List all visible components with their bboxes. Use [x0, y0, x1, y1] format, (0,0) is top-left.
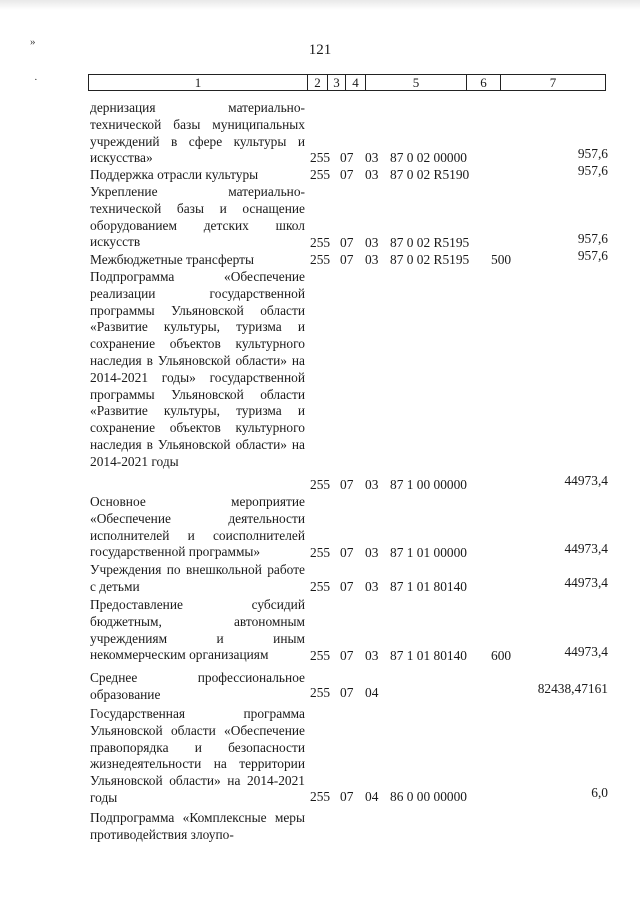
header-col-5: 5 [366, 75, 467, 90]
target-article-code: 87 0 02 R5190 [390, 167, 470, 182]
row-description: Среднее профессиональное образование [90, 670, 305, 702]
section-code: 07 [340, 235, 354, 250]
subsection-code: 04 [365, 685, 379, 700]
header-col-1: 1 [89, 75, 308, 90]
section-code: 07 [340, 685, 354, 700]
subsection-code: 03 [365, 477, 379, 492]
row-description: Основное мероприятие «Обеспечение деятельности исполнителей и соисполнителей государственной программы» [90, 494, 305, 560]
admin-code: 255 [310, 648, 331, 663]
page-number: 121 [308, 42, 332, 58]
target-article-code: 86 0 00 00000 [390, 789, 467, 804]
amount: 957,6 [577, 231, 608, 246]
expense-type-code: 600 [491, 648, 512, 663]
row-description: Предоставление субсидий бюджетным, автономным учреждениям и иным некоммерческим организациям [90, 597, 305, 663]
table-header [88, 74, 606, 91]
expense-type-code: 500 [491, 252, 512, 267]
row-description: Учреждения по внешкольной работе с детьми [90, 562, 305, 594]
row-description: Государственная программа Ульяновской области «Обеспечение правопорядка и безопасности жизнедеятельности на территории Ульяновской области» на 2014-2021 годы [90, 706, 305, 805]
section-code: 07 [340, 648, 354, 663]
section-code: 07 [340, 477, 354, 492]
target-article-code: 87 1 01 80140 [390, 579, 467, 594]
amount: 957,6 [577, 163, 608, 178]
subsection-code: 03 [365, 167, 379, 182]
row-description: Подпрограмма «Комплексные меры противодействия злоупо- [90, 810, 305, 842]
header-col-6: 6 [467, 75, 501, 90]
row-description: Поддержка отрасли культуры [90, 167, 259, 182]
admin-code: 255 [310, 167, 331, 182]
subsection-code: 03 [365, 545, 379, 560]
admin-code: 255 [310, 252, 331, 267]
section-code: 07 [340, 545, 354, 560]
row-description: Межбюджетные трансферты [90, 252, 254, 267]
subsection-code: 03 [365, 648, 379, 663]
target-article-code: 87 0 02 R5195 [390, 252, 470, 267]
header-col-7: 7 [549, 75, 557, 90]
subsection-code: 03 [365, 579, 379, 594]
target-article-code: 87 0 02 R5195 [390, 235, 470, 250]
section-code: 07 [340, 150, 354, 165]
subsection-code: 03 [365, 150, 379, 165]
admin-code: 255 [310, 685, 331, 700]
amount: 957,6 [577, 146, 608, 161]
admin-code: 255 [310, 545, 331, 560]
subsection-code: 04 [365, 789, 379, 804]
amount: 82438,47161 [537, 681, 608, 696]
row-description: Подпрограмма «Обеспечение реализации государственной программы Ульяновской области «Развитие культуры, туризма и сохранение объектов культурного наследия в Ульяновской области» на 2014-2021 годы» государственной программы Ульяновской области «Развитие культуры, туризма и сохранение объектов культурного наследия в Ульяновской области» на 2014-2021 годы [90, 269, 305, 469]
section-code: 07 [340, 789, 354, 804]
amount: 6,0 [591, 785, 608, 800]
amount: 44973,4 [564, 541, 608, 556]
admin-code: 255 [310, 579, 331, 594]
header-col-4: 4 [346, 75, 366, 90]
amount: 44973,4 [564, 644, 608, 659]
subsection-code: 03 [365, 252, 379, 267]
amount: 957,6 [577, 248, 608, 263]
row-description: дернизация материально-технической базы муниципальных учреждений в сфере культуры и искусства» [90, 100, 305, 166]
section-code: 07 [340, 252, 354, 267]
target-article-code: 87 1 01 00000 [390, 545, 467, 560]
margin-mark: · [34, 74, 38, 86]
section-code: 07 [340, 167, 354, 182]
admin-code: 255 [310, 150, 331, 165]
subsection-code: 03 [365, 235, 379, 250]
header-col-3: 3 [328, 75, 346, 90]
row-description: Укрепление материально-технической базы и оснащение оборудованием детских школ искусств [90, 184, 305, 250]
section-code: 07 [340, 579, 354, 594]
amount: 44973,4 [564, 575, 608, 590]
scan-edge [0, 0, 640, 10]
header-col-2: 2 [308, 75, 328, 90]
target-article-code: 87 1 00 00000 [390, 477, 467, 492]
margin-mark: » [30, 36, 36, 48]
admin-code: 255 [310, 789, 331, 804]
admin-code: 255 [310, 235, 331, 250]
target-article-code: 87 0 02 00000 [390, 150, 467, 165]
admin-code: 255 [310, 477, 331, 492]
amount: 44973,4 [564, 473, 608, 488]
target-article-code: 87 1 01 80140 [390, 648, 467, 663]
